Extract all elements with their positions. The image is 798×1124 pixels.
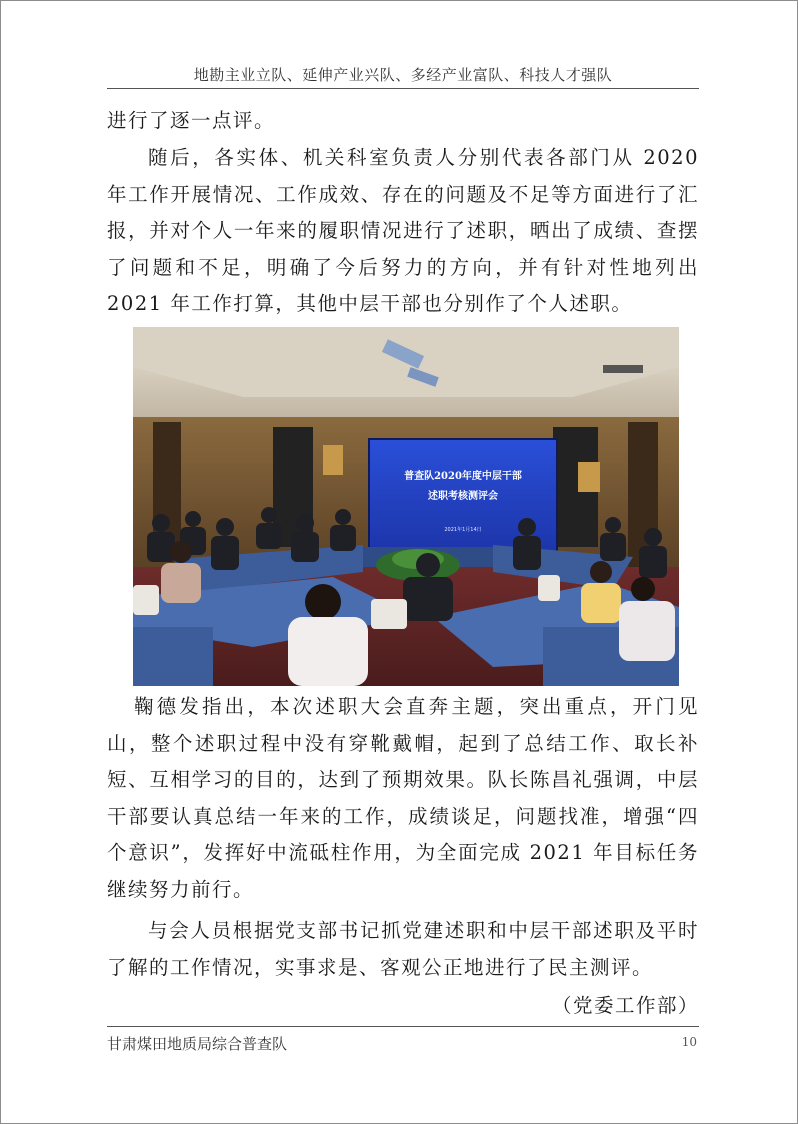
paragraph-1: 进行了逐一点评。: [107, 109, 276, 132]
paragraph-2: 随后，各实体、机关科室负责人分别代表各部门从 2020 年工作开展情况、工作成效、存在的问题及不足等方面进行了汇报，并对个人一年来的履职情况进行了述职，晒出了成绩、查摆了问题和不足，明确了今后努力的方向，并有针对性地列出 2021 年工作打算，其他中层干部也分别作了个人述职。: [107, 146, 699, 315]
header-rule: [107, 88, 699, 89]
footer-organization: 甘肃煤田地质局综合普查队: [107, 1035, 288, 1053]
author-signature: （党委工作部）: [551, 994, 699, 1017]
screen-title-line1: 普查队2020年度中层干部: [404, 471, 522, 482]
page-number: 10: [681, 1035, 697, 1049]
footer-rule: [107, 1026, 699, 1027]
paragraph-3: 鞠德发指出，本次述职大会直奔主题，突出重点，开门见山，整个述职过程中没有穿靴戴帽，起到了总结工作、取长补短、互相学习的目的，达到了预期效果。队长陈昌礼强调，中层干部要认真总结一年来的工作，成绩谈足，问题找准，增强“四个意识”，发挥好中流砥柱作用，为全面完成 2021 年目标任务继续努力前行。: [107, 695, 699, 901]
screen-date: 2021年1月14日: [444, 527, 482, 533]
running-header: 地勘主业立队、延伸产业兴队、多经产业富队、科技人才强队: [193, 66, 613, 84]
meeting-photo: [133, 327, 679, 686]
paragraph-4: 与会人员根据党支部书记抓党建述职和中层干部述职及平时了解的工作情况，实事求是、客观公正地进行了民主测评。: [107, 919, 699, 979]
screen-title-line2: 述职考核测评会: [428, 491, 498, 502]
meeting-photo-illustration: [133, 327, 679, 686]
